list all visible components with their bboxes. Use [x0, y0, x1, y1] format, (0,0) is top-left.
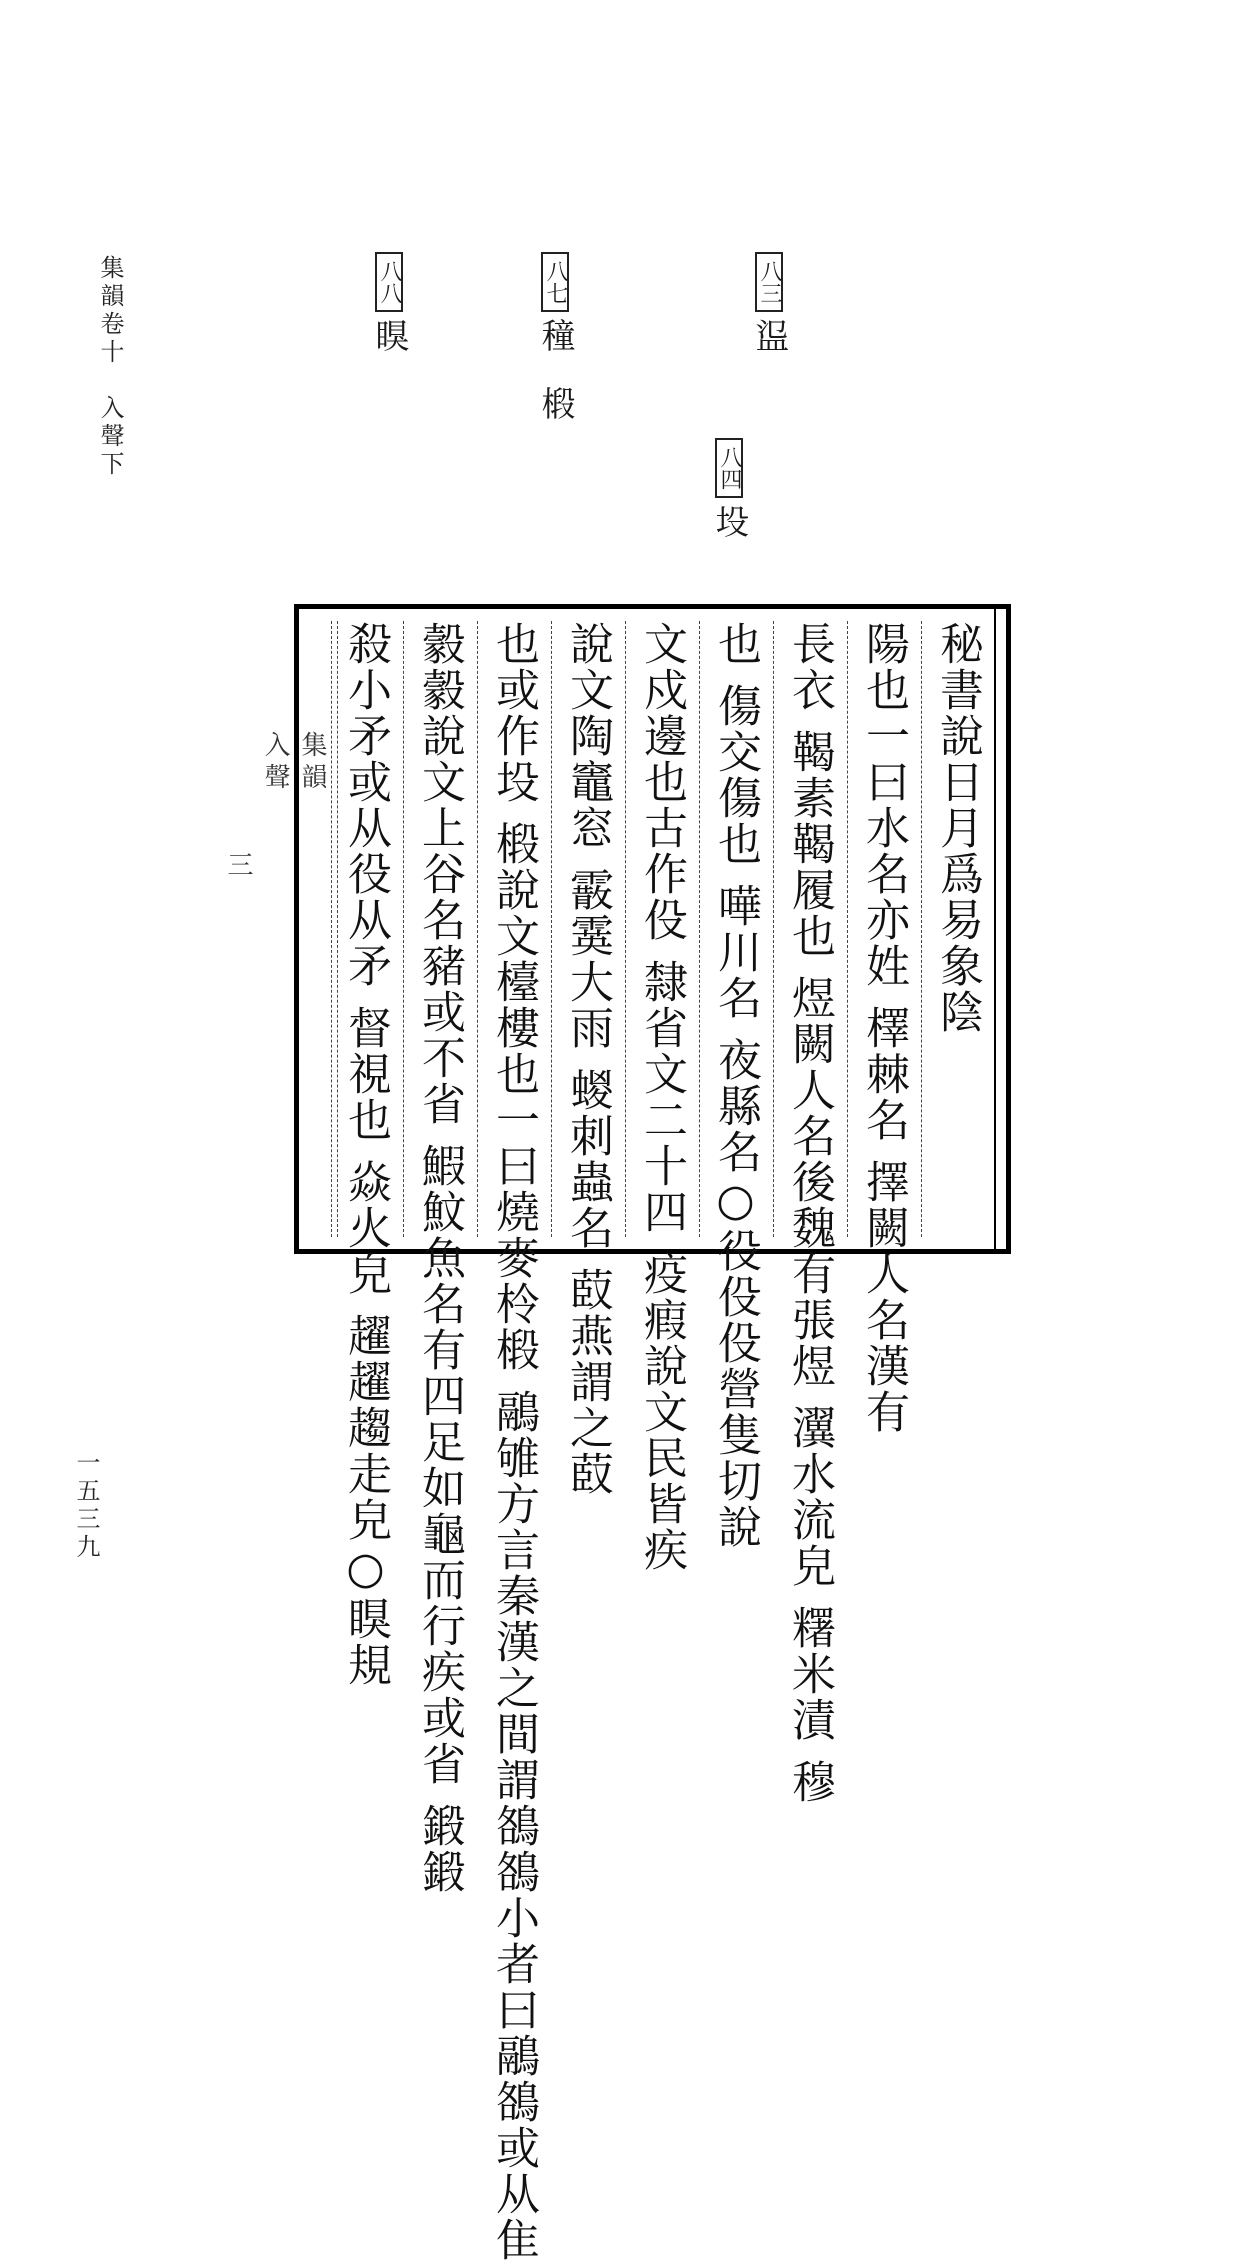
gutter-leaf: 三: [223, 851, 253, 883]
collation-note-84: [709, 438, 749, 538]
collation-note-83: [749, 252, 789, 352]
note-text: 䀀: [749, 318, 789, 352]
column-text: 陽也一曰水名亦姓 檡棘名 擇闕人名漢有: [858, 621, 909, 1435]
column-text: 殺小矛或从役从矛 督視也 焱火皃 趯趯趨走皃○瞁規: [340, 621, 391, 1688]
text-column-9: [337, 621, 400, 1688]
text-column-2: [847, 621, 918, 1435]
note-text: 穜 椴: [535, 318, 575, 420]
note-text: 坄: [709, 504, 749, 538]
text-column-7: [477, 621, 548, 2263]
gutter-tone: 入聲: [260, 731, 290, 795]
column-text: 也 傷交傷也 嘩川名 夜縣名○役伇伇營隻切說: [710, 621, 761, 1550]
running-title: 集韻卷十 入聲下: [96, 255, 124, 479]
collation-note-87: [535, 252, 575, 420]
column-text: 秘書說日月爲易象陰: [932, 621, 983, 1035]
text-column-1: [921, 621, 992, 1237]
note-tag: 八八: [375, 252, 403, 312]
text-frame: [223, 605, 1010, 2263]
text-column-3: [773, 621, 844, 1805]
column-text: 也或作坄 椴說文檯樓也一曰燒麥柃椴 鷊雊方言秦漢之間謂鵅鵅小者曰鷊鵅或从隹: [488, 621, 539, 2263]
column-text: 長衣 鞨素鞨履也 煜闕人名後魏有張煜 瀷水流皃 糬米漬 穆: [784, 621, 835, 1805]
note-tag: 八四: [715, 438, 743, 498]
text-column-5: [625, 621, 696, 1573]
note-tag: 八三: [755, 252, 783, 312]
gutter-book: 集韻: [297, 731, 327, 795]
text-column-6: [551, 621, 622, 1497]
column-text: 文戍邊也古作伇 隸省文二十四 疫瘕說文民皆疾: [636, 621, 687, 1573]
page-number: 一五三九: [72, 1450, 100, 1562]
text-column-4: [699, 621, 770, 1550]
column-text: 豰豰說文上谷名豬或不省 鰕魰魚名有四足如龜而行疾或省 鍛鍛: [414, 621, 465, 1895]
center-gutter: [223, 621, 332, 1237]
note-tag: 八七: [541, 252, 569, 312]
column-text: 說文陶竈窓 霰霙大雨 蝬刺蟲名 菣燕謂之菣: [562, 621, 613, 1497]
note-text: 瞁: [369, 318, 409, 352]
collation-note-88: [369, 252, 409, 352]
text-column-8: [403, 621, 474, 1895]
